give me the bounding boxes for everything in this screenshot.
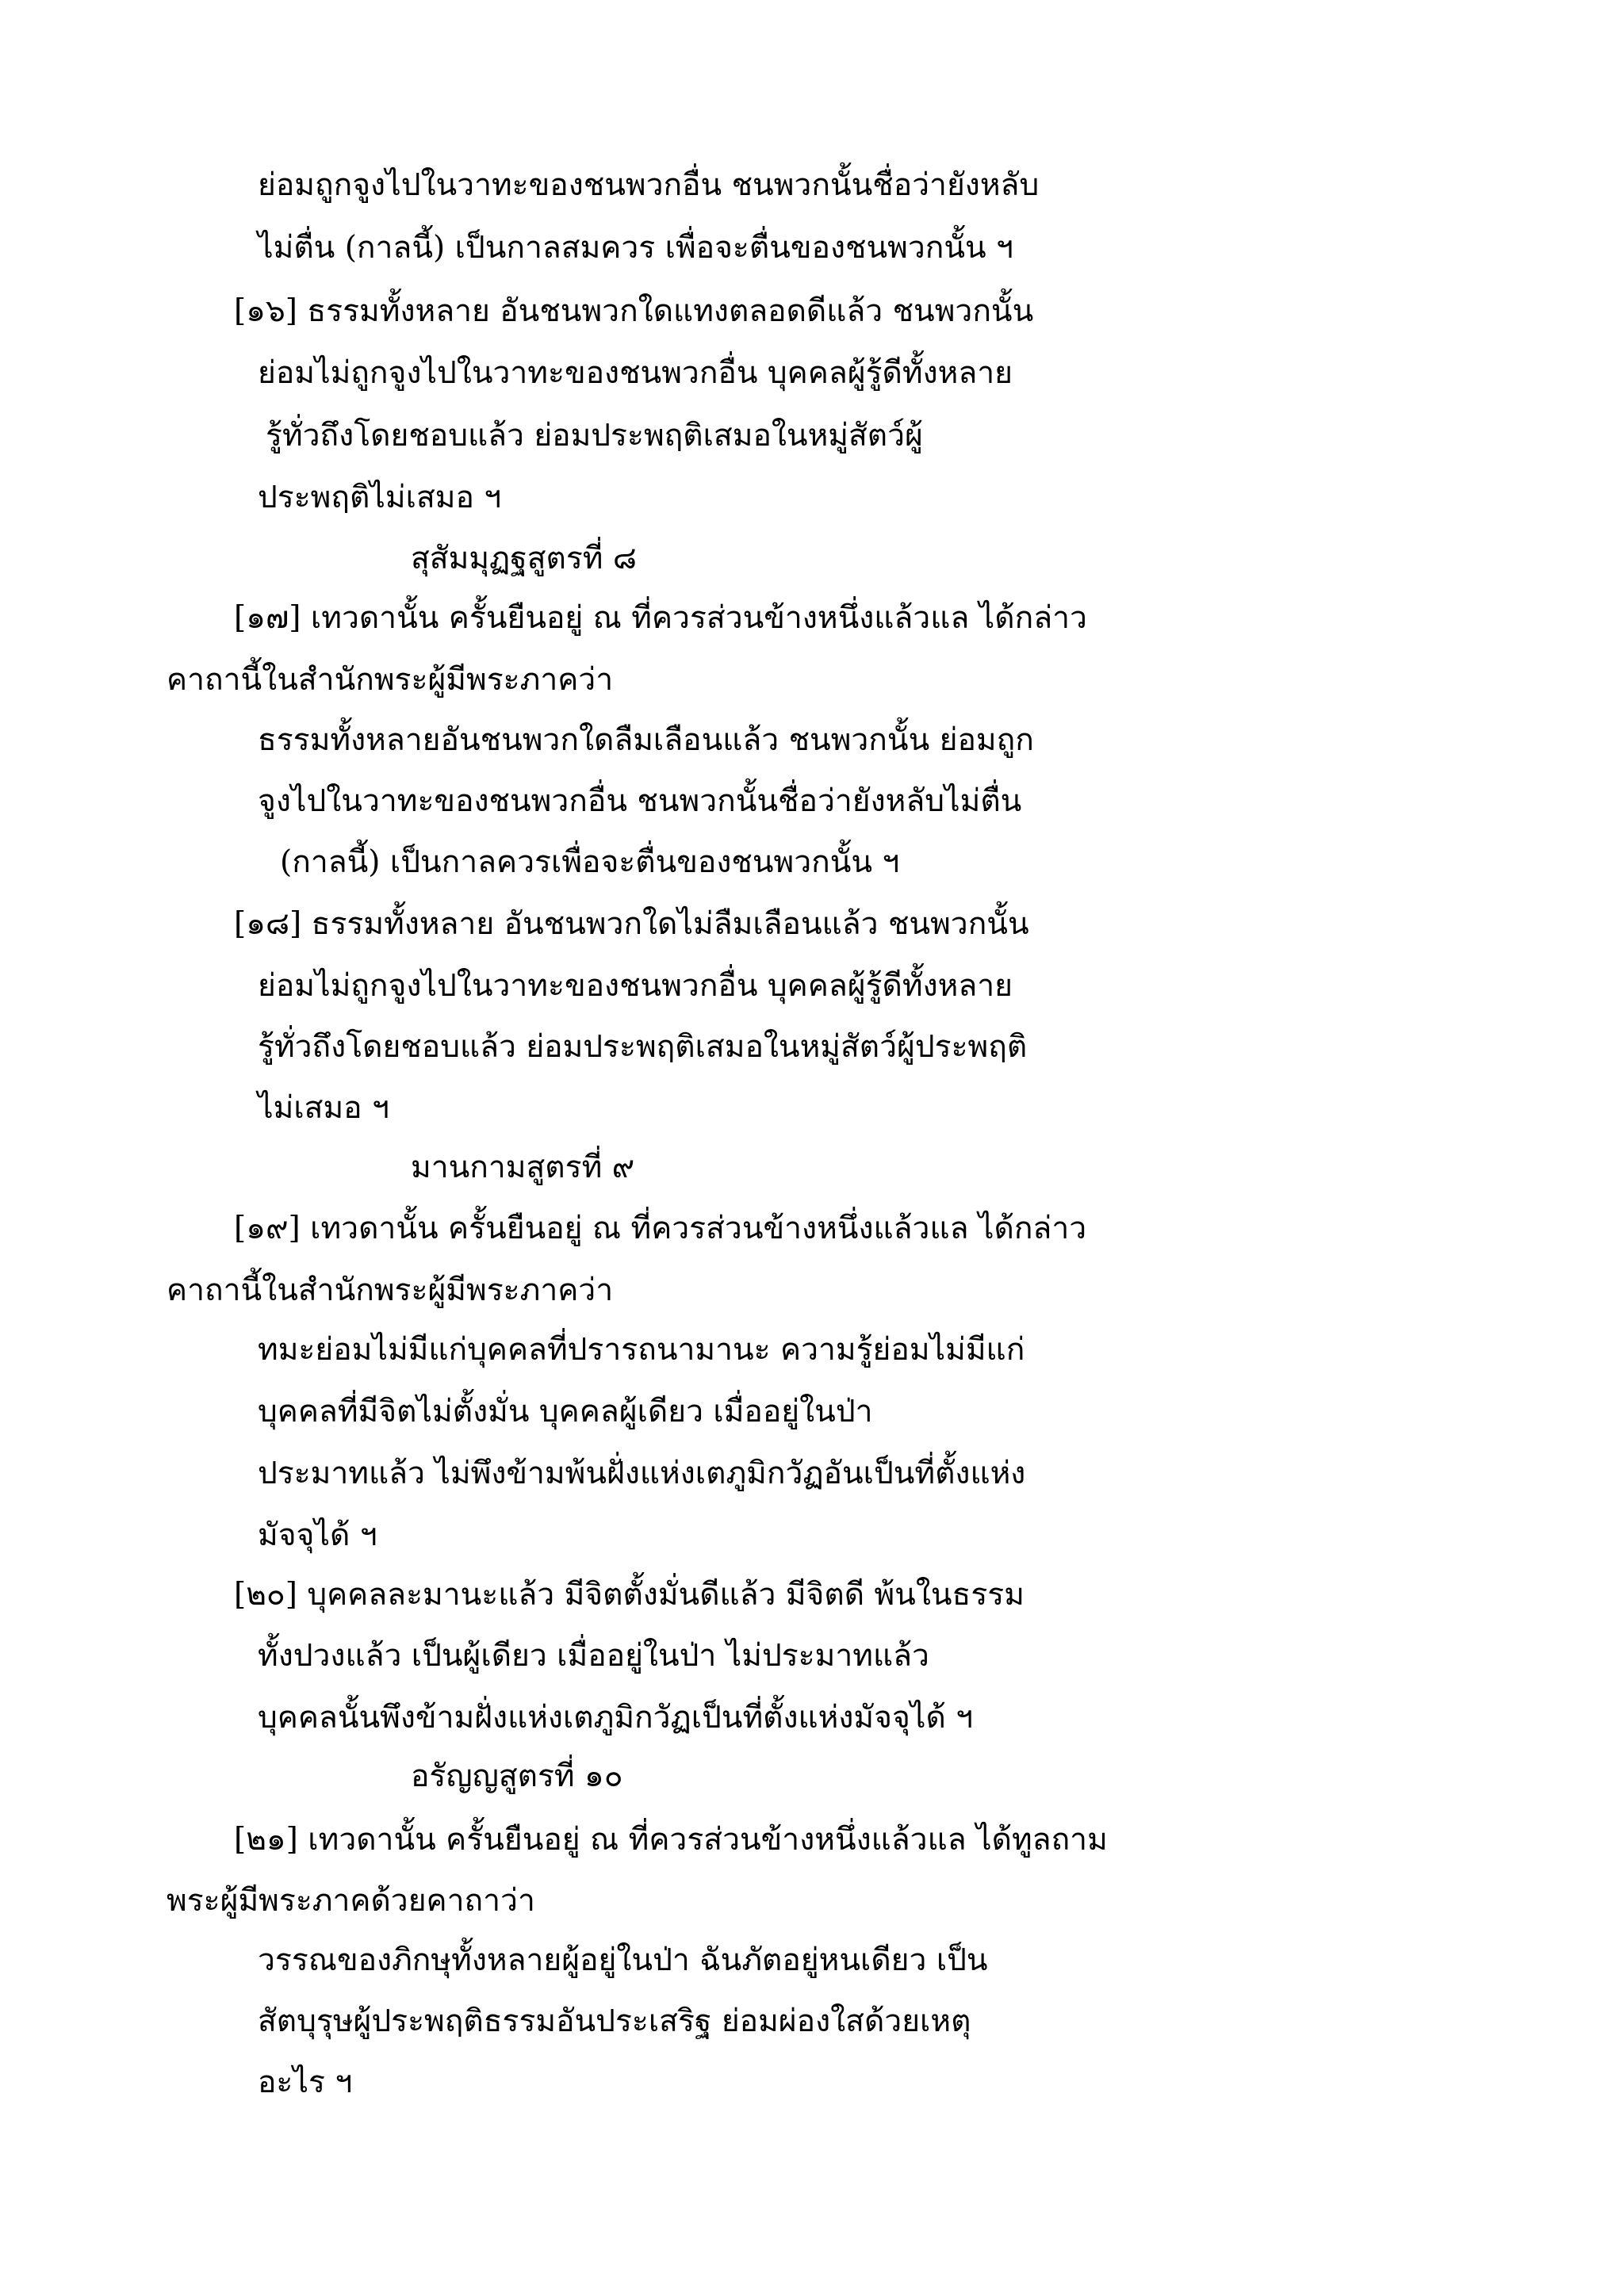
prose-line: พระผู้มีพระภาคด้วยคาถาว่า bbox=[167, 1883, 535, 1919]
verse-line: บุคคลนั้นพึงข้ามฝั่งแห่งเตภูมิกวัฏเป็นที่ตั้งแห่งมัจจุได้ ฯ bbox=[258, 1700, 974, 1735]
numbered-paragraph-19: [๑๙] เทวดานั้น ครั้นยืนอยู่ ณ ที่ควรส่วนข้างหนึ่งแล้วแล ได้กล่าว bbox=[234, 1211, 1087, 1246]
numbered-paragraph-18: [๑๘] ธรรมทั้งหลาย อันชนพวกใดไม่ลืมเลือนแล้ว ชนพวกนั้น bbox=[234, 906, 1029, 942]
verse-line: ประพฤติไม่เสมอ ฯ bbox=[258, 480, 502, 515]
verse-line: ไม่ตื่น (กาลนี้) เป็นกาลสมควร เพื่อจะตื่นของชนพวกนั้น ฯ bbox=[258, 230, 1013, 266]
verse-line: มัจจุได้ ฯ bbox=[258, 1517, 377, 1553]
verse-line: ประมาทแล้ว ไม่พึงข้ามพ้นฝั่งแห่งเตภูมิกวัฏอันเป็นที่ตั้งแห่ง bbox=[258, 1456, 1026, 1491]
verse-line: (กาลนี้) เป็นกาลควรเพื่อจะตื่นของชนพวกนั้น ฯ bbox=[280, 844, 900, 880]
verse-line: ทั้งปวงแล้ว เป็นผู้เดียว เมื่ออยู่ในป่า ไม่ประมาทแล้ว bbox=[258, 1638, 929, 1674]
verse-line: รู้ทั่วถึงโดยชอบแล้ว ย่อมประพฤติเสมอในหมู่สัตว์ผู้ประพฤติ bbox=[258, 1029, 1028, 1065]
verse-line: ไม่เสมอ ฯ bbox=[258, 1090, 389, 1126]
verse-line: ย่อมไม่ถูกจูงไปในวาทะของชนพวกอื่น บุคคลผู้รู้ดีทั้งหลาย bbox=[258, 968, 1013, 1004]
numbered-paragraph-17: [๑๗] เทวดานั้น ครั้นยืนอยู่ ณ ที่ควรส่วนข้างหนึ่งแล้วแล ได้กล่าว bbox=[234, 600, 1087, 636]
sutta-heading-10: อรัญญสูตรที่ ๑๐ bbox=[411, 1758, 623, 1794]
sutta-heading-8: สุสัมมุฏฐสูตรที่ ๘ bbox=[411, 541, 637, 576]
verse-line: ย่อมไม่ถูกจูงไปในวาทะของชนพวกอื่น บุคคลผู้รู้ดีทั้งหลาย bbox=[258, 355, 1013, 391]
verse-line: อะไร ฯ bbox=[258, 2064, 353, 2100]
verse-line: สัตบุรุษผู้ประพฤติธรรมอันประเสริฐ ย่อมผ่องใสด้วยเหตุ bbox=[258, 2003, 971, 2039]
verse-line: วรรณของภิกษุทั้งหลายผู้อยู่ในป่า ฉันภัตอยู่หนเดียว เป็น bbox=[258, 1942, 988, 1978]
verse-line: บุคคลที่มีจิตไม่ตั้งมั่น บุคคลผู้เดียว เมื่ออยู่ในป่า bbox=[258, 1394, 873, 1429]
numbered-paragraph-16: [๑๖] ธรรมทั้งหลาย อันชนพวกใดแทงตลอดดีแล้ว ชนพวกนั้น bbox=[234, 293, 1034, 329]
prose-line: คาถานี้ในสำนักพระผู้มีพระภาคว่า bbox=[167, 662, 614, 698]
verse-line: ธรรมทั้งหลายอันชนพวกใดลืมเลือนแล้ว ชนพวกนั้น ย่อมถูก bbox=[258, 722, 1034, 758]
prose-line: คาถานี้ในสำนักพระผู้มีพระภาคว่า bbox=[167, 1272, 614, 1308]
numbered-paragraph-21: [๒๑] เทวดานั้น ครั้นยืนอยู่ ณ ที่ควรส่วนข้างหนึ่งแล้วแล ได้ทูลถาม bbox=[234, 1822, 1108, 1858]
verse-line: ย่อมถูกจูงไปในวาทะของชนพวกอื่น ชนพวกนั้นชื่อว่ายังหลับ bbox=[258, 167, 1040, 203]
verse-line: รู้ทั่วถึงโดยชอบแล้ว ย่อมประพฤติเสมอในหมู่สัตว์ผู้ bbox=[266, 418, 923, 453]
numbered-paragraph-20: [๒๐] บุคคลละมานะแล้ว มีจิตตั้งมั่นดีแล้ว มีจิตดี พ้นในธรรม bbox=[234, 1577, 1025, 1613]
verse-line: ทมะย่อมไม่มีแก่บุคคลที่ปรารถนามานะ ความรู้ย่อมไม่มีแก่ bbox=[258, 1332, 1025, 1368]
verse-line: จูงไปในวาทะของชนพวกอื่น ชนพวกนั้นชื่อว่ายังหลับไม่ตื่น bbox=[258, 783, 1022, 819]
sutta-heading-9: มานกามสูตรที่ ๙ bbox=[411, 1150, 635, 1185]
